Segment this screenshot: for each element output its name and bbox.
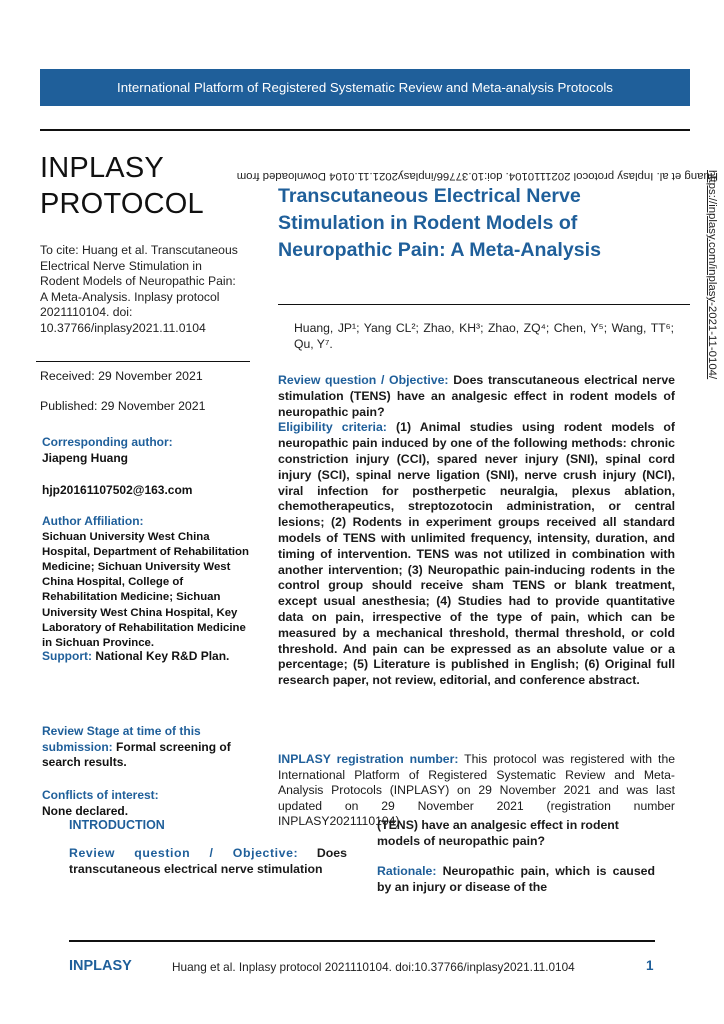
support-text: National Key R&D Plan. xyxy=(95,649,230,663)
corresponding-author-block xyxy=(42,435,252,466)
conflicts-text: None declared. xyxy=(42,803,129,818)
banner-text: International Platform of Registered Systematic Review and Meta-analysis Protocols xyxy=(117,80,613,95)
citation: To cite: Huang et al. Transcutaneous Electrical Nerve Stimulation in Rodent Models of Neuropathic Pain: A Meta-Analysis. Inplasy protocol 2021110104. doi: 10.37766/inplasy2021.11.0104 xyxy=(40,243,238,335)
eligibility-text: (1) Animal studies using rodent models of neuropathic pain induced by one of the following methods: chronic constriction injury (CCI), spared never injury (SNI), spinal cord injury (SCI), spinal nerve ligation (SNI), nerve crush injury (NCI), viral infection for postherpetic neuralgia, plexus ablation, chemotherapeutics, streptozotocin administration, or central lesions; (2) Rodents in experiment groups received all standard models of TENS with unlimited frequency, intensity, duration, and timing of intervention. TENS was not utilized in combination with another intervention; (3) Neuropathic pain-inducing rodents in the control group should receive sham TENS or blank treatment, except usual anesthesia; (4) Studies had to provide quantitative data on pain, irrespective of the type of pain, which can be measured by a mechanical threshold, thermal threshold, or cold threshold. And pain can be expressed as an absolute value or a percentage; (5) Literature is published in English; (6) Original full research paper, not review, editorial, and conference abstract. xyxy=(278,420,676,688)
brand-line-2: PROTOCOL xyxy=(40,188,204,220)
header-banner xyxy=(40,69,690,106)
rationale-label: Rationale: xyxy=(377,864,437,879)
published-date: Published: 29 November 2021 xyxy=(40,399,206,413)
eligibility-label: Eligibility criteria: xyxy=(278,420,387,435)
corresponding-author-label: Corresponding author: xyxy=(42,435,173,449)
review-question-text: Does transcutaneous electrical nerve stimulation (TENS) have an analgesic effect in rodent models of neuropathic pain? xyxy=(278,373,675,419)
affiliation-text: Sichuan University West China Hospital, Department of Rehabilitation Medicine; Sichuan University West China Hospital, College of Rehabilitation Medicine; Sichuan University West China Hospital, Key Laboratory of Rehabilitation Medicine in Sichuan Province. xyxy=(42,530,249,649)
corresponding-author-name: Jiapeng Huang xyxy=(42,450,129,465)
rationale-text: Neuropathic pain, which is caused by an injury or disease of the xyxy=(377,864,656,894)
review-stage-label: Review Stage at time of this submission: xyxy=(42,724,201,754)
support-label: Support: xyxy=(42,649,92,663)
footer-brand: INPLASY xyxy=(69,958,132,974)
footer-citation: Huang et al. Inplasy protocol 2021110104. doi:10.37766/inplasy2021.11.0104 xyxy=(172,960,575,974)
title-rule xyxy=(278,304,690,305)
top-rule xyxy=(40,129,690,131)
conflicts-block xyxy=(42,788,252,819)
brand-line-1: INPLASY xyxy=(40,152,164,184)
review-question-label: Review question / Objective: xyxy=(278,373,449,387)
review-stage-text: Formal screening of search results. xyxy=(42,739,231,769)
page-number: 1 xyxy=(646,958,654,973)
intro-left-column xyxy=(69,846,347,877)
footer-rule xyxy=(69,940,655,942)
side-note-link[interactable]: https://inplasy.com/inplasy-2021-11-0104/ xyxy=(706,170,718,380)
side-note-text: Huang et al. Inplasy protocol 2021110104. doi:10.37766/inplasy2021.11.0104 Downloaded from xyxy=(236,170,718,182)
corresponding-email[interactable]: hjp20161107502@163.com xyxy=(42,483,193,497)
received-date: Received: 29 November 2021 xyxy=(40,369,203,383)
affiliation-block xyxy=(42,514,256,651)
intro-review-question-text: Does transcutaneous electrical nerve stimulation xyxy=(69,846,347,876)
article-title: Transcutaneous Electrical Nerve Stimulation in Rodent Models of Neuropathic Pain: A Meta-Analysis xyxy=(278,185,601,261)
registration-label: INPLASY registration number: xyxy=(278,752,459,766)
introduction-heading: INTRODUCTION xyxy=(69,818,165,832)
intro-review-question-continued: (TENS) have an analgesic effect in rodent models of neuropathic pain? xyxy=(377,818,619,848)
intro-review-question-label: Review question / Objective: xyxy=(69,846,299,860)
author-list: Huang, JP¹; Yang CL²; Zhao, KH³; Zhao, ZQ⁴; Chen, Y⁵; Wang, TT⁶; Qu, Y⁷. xyxy=(294,321,674,351)
brand-block xyxy=(40,150,204,222)
abstract xyxy=(278,373,675,689)
review-stage-block xyxy=(42,724,247,771)
registration-text: This protocol was registered with the International Platform of Registered Systematic Review and Meta-Analysis Protocols (INPLASY) on 29 November 2021 and was last updated on 29 November 2021 (registration number INPLASY2021110104). xyxy=(278,752,675,829)
support-block xyxy=(42,649,242,665)
affiliation-label: Author Affiliation: xyxy=(42,514,144,528)
conflicts-label: Conflicts of interest: xyxy=(42,788,159,802)
intro-right-column xyxy=(377,818,655,895)
sidebar-rule xyxy=(36,361,250,362)
